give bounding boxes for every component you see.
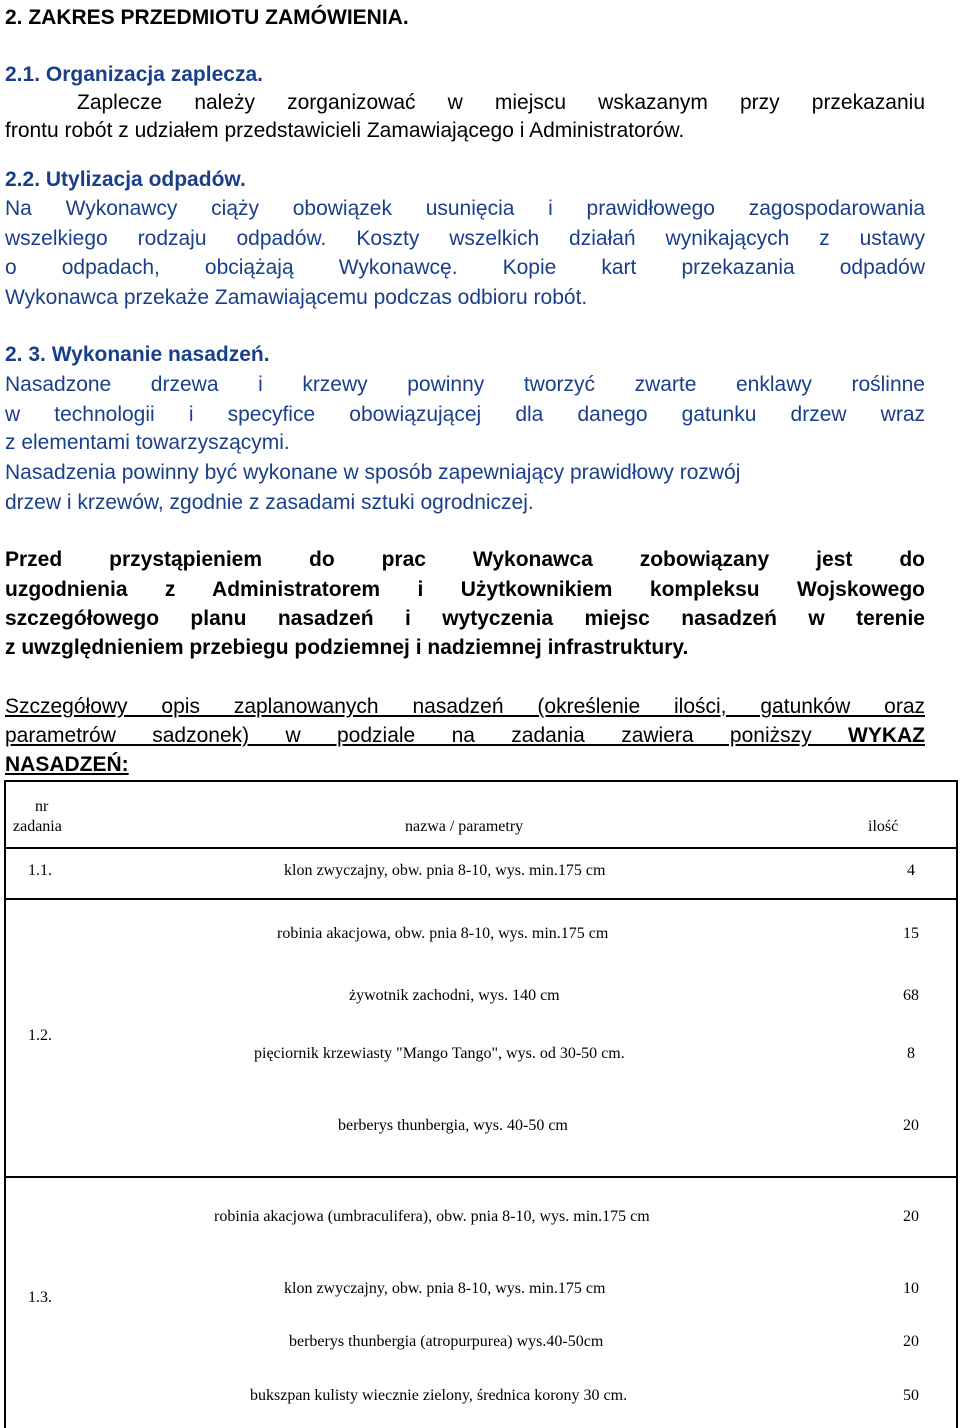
- table-border: [956, 780, 958, 1428]
- table-row-qty: 4: [907, 862, 915, 879]
- paragraph-line: Zaplecze należy zorganizować w miejscu wskazanym przy przekazaniu: [77, 91, 925, 114]
- table-row-qty: 20: [903, 1117, 919, 1134]
- paragraph-line: z elementami towarzyszącymi.: [5, 431, 290, 454]
- intro-text: parametrów sadzonek) w podziale na zadania zawiera poniższy: [5, 724, 848, 747]
- table-row-name: klon zwyczajny, obw. pnia 8-10, wys. min.175 cm: [284, 862, 606, 879]
- table-row-name: bukszpan kulisty wiecznie zielony, średnica korony 30 cm.: [250, 1387, 628, 1404]
- task-number: 1.3.: [28, 1289, 52, 1306]
- paragraph-line: Na Wykonawcy ciąży obowiązek usunięcia i prawidłowego zagospodarowania: [5, 197, 925, 220]
- table-row-name: pięciornik krzewiasty "Mango Tango", wys. od 30-50 cm.: [254, 1045, 625, 1062]
- table-row-qty: 8: [907, 1045, 915, 1062]
- paragraph-line: drzew i krzewów, zgodnie z zasadami sztuki ogrodniczej.: [5, 491, 534, 514]
- bold-paragraph-line: z uwzględnieniem przebiegu podziemnej i nadziemnej infrastruktury.: [5, 636, 689, 659]
- header-qty: ilość: [868, 818, 899, 835]
- table-row-name: żywotnik zachodni, wys. 140 cm: [349, 987, 560, 1004]
- table-row-name: klon zwyczajny, obw. pnia 8-10, wys. min.175 cm: [284, 1280, 606, 1297]
- table-row-name: robinia akacjowa (umbraculifera), obw. pnia 8-10, wys. min.175 cm: [214, 1208, 650, 1225]
- intro-line: Szczegółowy opis zaplanowanych nasadzeń (określenie ilości, gatunków oraz: [5, 695, 925, 718]
- table-row-qty: 10: [903, 1280, 919, 1297]
- header-name: nazwa / parametry: [405, 818, 524, 835]
- table-row-qty: 20: [903, 1333, 919, 1350]
- table-row-name: berberys thunbergia (atropurpurea) wys.40-50cm: [289, 1333, 604, 1350]
- section-2-3-title: 2. 3. Wykonanie nasadzeń.: [5, 343, 270, 366]
- paragraph-line: wszelkiego rodzaju odpadów. Koszty wszelkich działań wynikających z ustawy: [5, 227, 925, 250]
- table-row-name: robinia akacjowa, obw. pnia 8-10, wys. min.175 cm: [277, 925, 609, 942]
- bold-paragraph-line: szczegółowego planu nasadzeń i wytyczenia miejsc nasadzeń w terenie: [5, 607, 925, 630]
- header-nr: zadania: [13, 818, 62, 835]
- table-border: [4, 780, 6, 1428]
- bold-paragraph-line: Przed przystąpieniem do prac Wykonawca zobowiązany jest do: [5, 548, 925, 571]
- task-number: 1.1.: [28, 862, 52, 879]
- table-row-name: berberys thunbergia, wys. 40-50 cm: [338, 1117, 568, 1134]
- table-row-qty: 15: [903, 925, 919, 942]
- table-border: [4, 898, 958, 900]
- intro-bold-text: WYKAZ: [848, 724, 925, 747]
- table-border: [4, 780, 958, 782]
- section-2-1-title: 2.1. Organizacja zaplecza.: [5, 63, 263, 86]
- table-border: [4, 1176, 958, 1178]
- table-border: [4, 847, 958, 849]
- paragraph-line: w technologii i specyfice obowiązującej dla danego gatunku drzew wraz: [5, 403, 925, 426]
- paragraph-line: o odpadach, obciążają Wykonawcę. Kopie kart przekazania odpadów: [5, 256, 925, 279]
- header-nr: nr: [35, 798, 49, 815]
- paragraph-line: Nasadzenia powinny być wykonane w sposób zapewniający prawidłowy rozwój: [5, 461, 741, 484]
- section-heading: 2. ZAKRES PRZEDMIOTU ZAMÓWIENIA.: [5, 6, 409, 29]
- intro-line: NASADZEŃ:: [5, 753, 129, 776]
- paragraph-line: frontu robót z udziałem przedstawicieli Zamawiającego i Administratorów.: [5, 119, 685, 142]
- table-row-qty: 20: [903, 1208, 919, 1225]
- paragraph-line: Wykonawca przekaże Zamawiającemu podczas odbioru robót.: [5, 286, 588, 309]
- table-row-qty: 68: [903, 987, 919, 1004]
- table-row-qty: 50: [903, 1387, 919, 1404]
- bold-paragraph-line: uzgodnienia z Administratorem i Użytkownikiem kompleksu Wojskowego: [5, 578, 925, 601]
- task-number: 1.2.: [28, 1027, 52, 1044]
- paragraph-line: Nasadzone drzewa i krzewy powinny tworzyć zwarte enklawy roślinne: [5, 373, 925, 396]
- section-2-2-title: 2.2. Utylizacja odpadów.: [5, 168, 246, 191]
